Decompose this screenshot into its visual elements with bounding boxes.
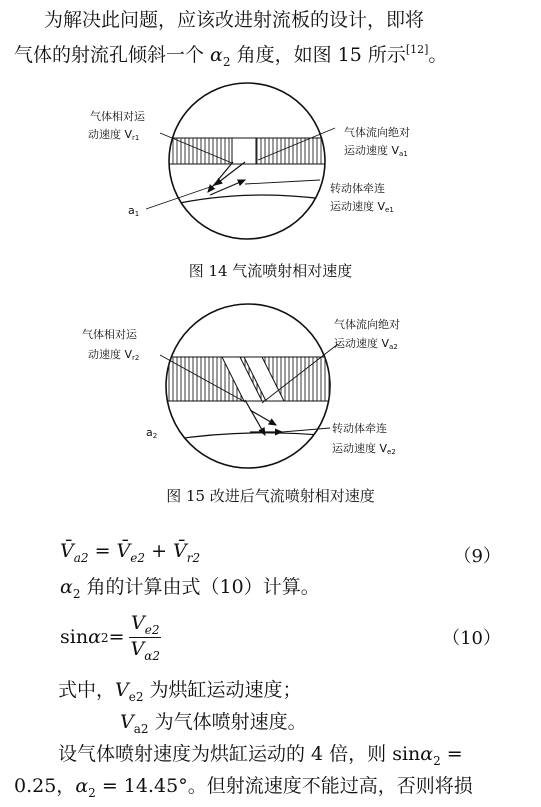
numerator: $V_{e2}$ — [130, 612, 160, 637]
citation: [12] — [405, 43, 429, 56]
label-rel-2: 动速度 Vr1 — [88, 128, 140, 142]
drag-velocity-arrow — [210, 180, 245, 195]
figure-15-caption: 图 15 改进后气流喷射相对速度 — [166, 487, 375, 505]
alpha-symbol: α — [75, 775, 89, 797]
sin: sin — [60, 626, 89, 649]
equation-number-10: （10） — [442, 628, 501, 649]
paragraph-line — [120, 708, 541, 743]
label-drag-1: 转动体牵连 — [332, 422, 387, 435]
subscript: a2 — [133, 721, 149, 736]
symbol: V — [115, 679, 129, 701]
text: 角的计算由式（10）计算。 — [80, 576, 320, 598]
subscript: e2 — [128, 689, 144, 704]
equation-number-9: （9） — [453, 546, 501, 567]
figure-15 — [82, 304, 400, 468]
label-drag-2: 运动速度 Ve2 — [332, 442, 396, 456]
figure-14-caption: 图 14 气流喷射相对速度 — [188, 262, 353, 280]
paragraph-line — [58, 676, 541, 711]
subscript: 2 — [222, 54, 231, 69]
text: 。 — [428, 44, 448, 66]
text: 为气体喷射速度。 — [148, 711, 307, 733]
label-abs-1: 气体流向绝对 — [334, 318, 400, 331]
label-rel-2: 动速度 Vr2 — [88, 348, 140, 362]
subscript: 2 — [433, 753, 441, 768]
subscript: 2 — [88, 785, 96, 800]
text: 为解决此问题，应该改进射流板的设计，即将 — [44, 9, 425, 31]
alpha-symbol: α — [210, 44, 223, 66]
text: 气体的射流孔倾斜一个 — [14, 44, 211, 66]
rel-velocity-arrow — [208, 162, 233, 192]
subscript: r2 — [186, 550, 201, 565]
leader-line — [282, 428, 330, 432]
subscript: a2 — [73, 550, 89, 565]
label-drag-1: 转动体牵连 — [330, 182, 385, 195]
text: 为烘缸运动速度； — [143, 679, 302, 701]
label-abs-2: 运动速度 Va1 — [344, 144, 408, 158]
text: = — [440, 743, 463, 765]
paragraph-line — [14, 772, 541, 807]
paragraph-line — [60, 573, 541, 608]
vector-ve2: V̄ — [116, 540, 131, 562]
text: 0.25， — [14, 775, 76, 797]
label-drag-2: 运动速度 Ve1 — [330, 200, 394, 214]
label-rel-1: 气体相对运 — [82, 328, 137, 341]
subscript: e2 — [130, 550, 146, 565]
subscript: 2 — [72, 586, 81, 601]
drum-surface — [170, 433, 330, 440]
equals: = — [108, 626, 125, 649]
drum-surface — [170, 195, 330, 205]
leader-line — [146, 186, 213, 209]
label-angle: a2 — [146, 426, 158, 440]
label-abs-2: 运动速度 Va2 — [334, 337, 398, 351]
alpha-symbol: α — [420, 743, 434, 765]
text: 角度，如图 15 所示 — [230, 44, 406, 66]
vector-vr2: V̄ — [173, 540, 187, 562]
plus: + — [151, 540, 167, 562]
figure-14 — [88, 83, 410, 239]
equals: = — [88, 540, 111, 562]
fraction — [128, 612, 161, 663]
text: = 14.45°。但射流速度不能过高，否则将损 — [95, 775, 473, 797]
jet-hole — [232, 138, 256, 164]
abs-velocity-arrow — [250, 410, 276, 425]
paragraph-line — [58, 740, 541, 775]
subscript: 2 — [100, 630, 109, 645]
alpha-symbol: α — [60, 576, 73, 598]
label-rel-1: 气体相对运 — [90, 110, 145, 123]
text: 设气体喷射速度为烘缸运动的 4 倍，则 sin — [58, 743, 421, 765]
symbol: V — [120, 711, 134, 733]
equation-10 — [60, 612, 162, 663]
alpha-symbol: α — [88, 626, 101, 649]
leader-line — [245, 180, 320, 184]
label-angle: a1 — [128, 204, 140, 218]
vector-va2: V̄ — [60, 540, 74, 562]
denominator: $V_{\alpha 2}$ — [130, 637, 160, 663]
text: 式中， — [58, 679, 116, 701]
equation-9 — [60, 540, 200, 565]
label-abs-1: 气体流向绝对 — [344, 126, 410, 139]
